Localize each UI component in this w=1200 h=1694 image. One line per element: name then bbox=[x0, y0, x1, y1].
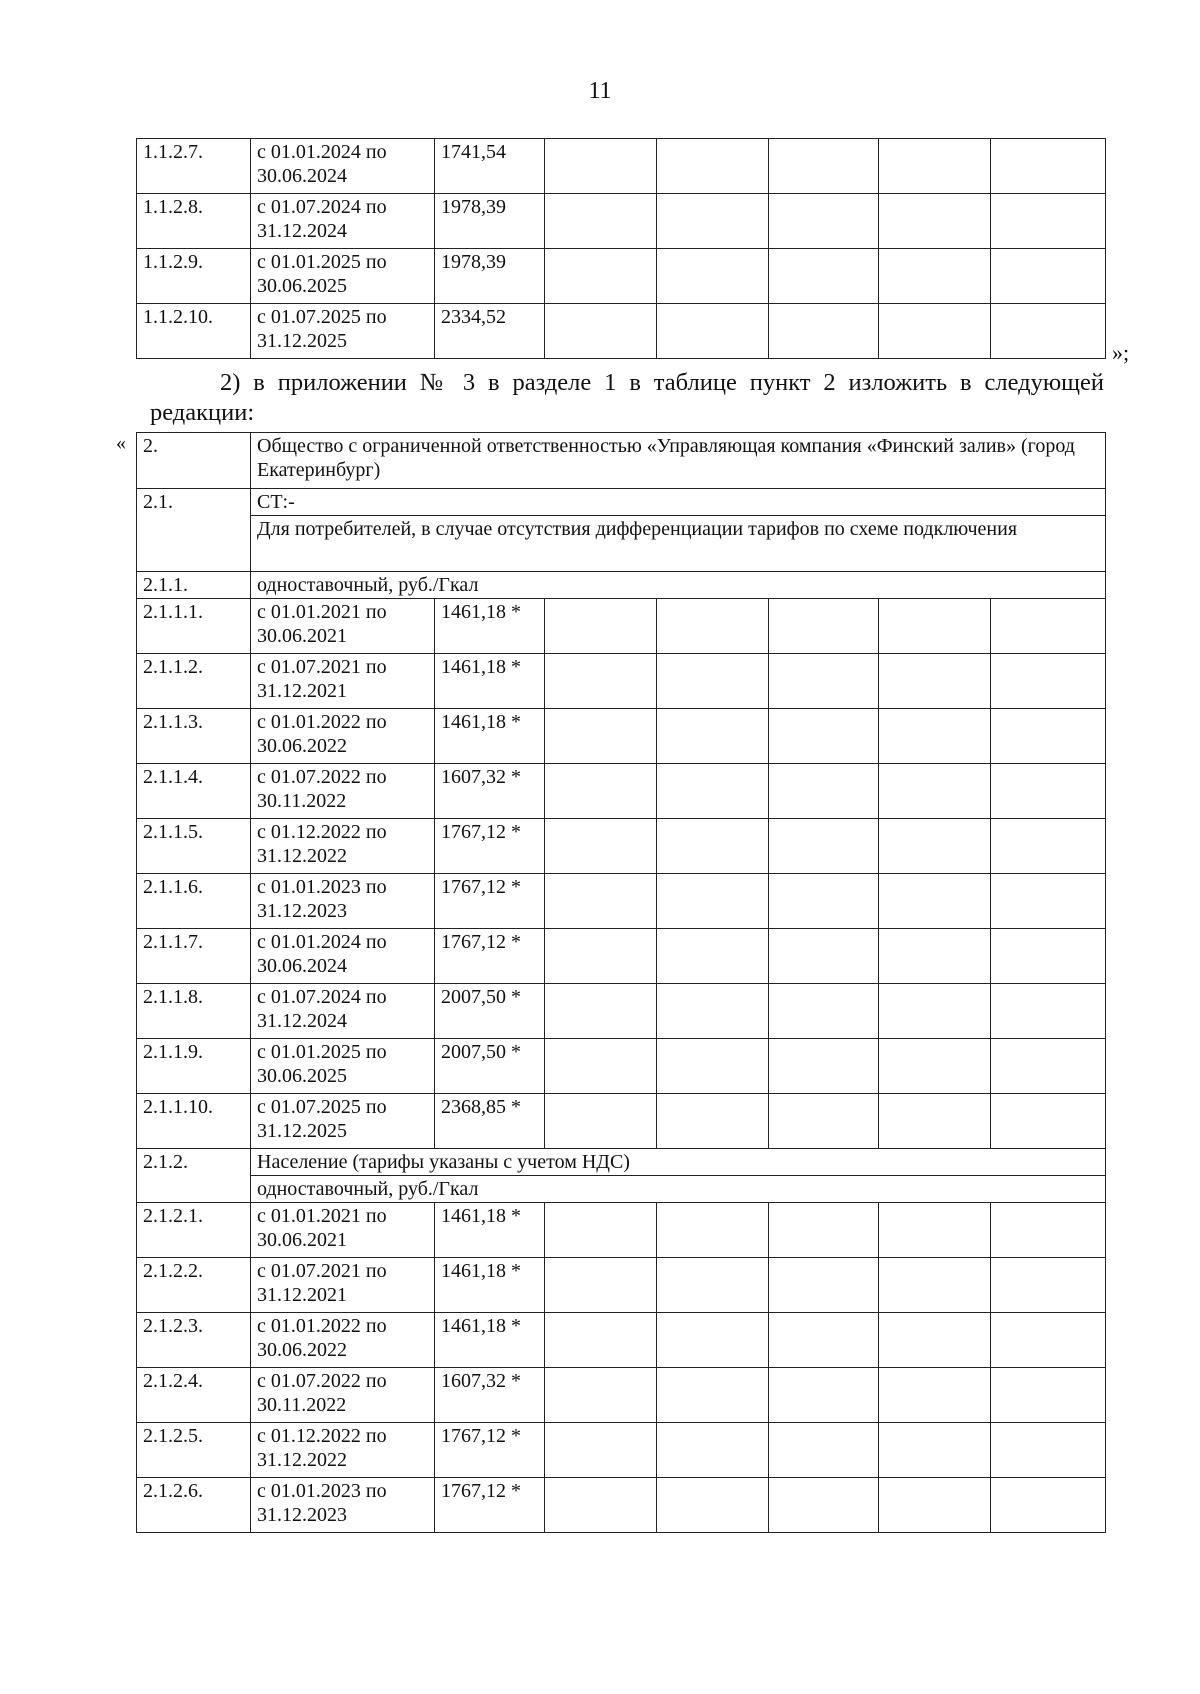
empty-cell bbox=[545, 1258, 657, 1313]
empty-cell bbox=[657, 599, 769, 654]
empty-cell bbox=[545, 984, 657, 1039]
empty-cell bbox=[879, 654, 991, 709]
tariff-table-main bbox=[136, 432, 1106, 1533]
tariff-value: 1607,32 * bbox=[435, 764, 545, 819]
row-number: 1.1.2.10. bbox=[137, 304, 251, 359]
tariff-table-top bbox=[136, 138, 1106, 359]
row-number: 2.1.2.6. bbox=[137, 1478, 251, 1533]
period-cell: с 01.12.2022 по 31.12.2022 bbox=[251, 1423, 435, 1478]
tariff-value: 1767,12 * bbox=[435, 1423, 545, 1478]
empty-cell bbox=[991, 1094, 1106, 1149]
row-number: 1.1.2.9. bbox=[137, 249, 251, 304]
empty-cell bbox=[545, 1423, 657, 1478]
empty-cell bbox=[657, 249, 769, 304]
period-cell: с 01.01.2025 по 30.06.2025 bbox=[251, 1039, 435, 1094]
empty-cell bbox=[769, 1258, 879, 1313]
empty-cell bbox=[991, 194, 1106, 249]
empty-cell bbox=[991, 1478, 1106, 1533]
period-cell: с 01.01.2023 по 31.12.2023 bbox=[251, 1478, 435, 1533]
tariff-value: 1767,12 * bbox=[435, 819, 545, 874]
empty-cell bbox=[879, 1478, 991, 1533]
empty-cell bbox=[545, 764, 657, 819]
empty-cell bbox=[769, 599, 879, 654]
empty-cell bbox=[545, 249, 657, 304]
subsection-title: Население (тарифы указаны с учетом НДС) bbox=[251, 1149, 1106, 1176]
tariff-row bbox=[137, 1039, 1106, 1094]
row-number: 2.1.1.2. bbox=[137, 654, 251, 709]
empty-cell bbox=[769, 709, 879, 764]
empty-cell bbox=[991, 654, 1106, 709]
tariff-value: 1978,39 bbox=[435, 194, 545, 249]
period-cell: с 01.01.2024 по 30.06.2024 bbox=[251, 929, 435, 984]
tariff-value: 1461,18 * bbox=[435, 599, 545, 654]
empty-cell bbox=[545, 599, 657, 654]
empty-cell bbox=[879, 1203, 991, 1258]
tariff-row bbox=[137, 1313, 1106, 1368]
tariff-value: 2334,52 bbox=[435, 304, 545, 359]
empty-cell bbox=[991, 819, 1106, 874]
row-number: 2.1.1.8. bbox=[137, 984, 251, 1039]
tariff-row bbox=[137, 929, 1106, 984]
tariff-value: 1461,18 * bbox=[435, 654, 545, 709]
subsection-row bbox=[137, 1149, 1106, 1176]
tariff-value: 1461,18 * bbox=[435, 709, 545, 764]
row-number: 2. bbox=[137, 433, 251, 489]
tariff-value: 2368,85 * bbox=[435, 1094, 545, 1149]
empty-cell bbox=[545, 874, 657, 929]
tariff-value: 1767,12 * bbox=[435, 1478, 545, 1533]
empty-cell bbox=[879, 304, 991, 359]
period-cell: с 01.01.2024 по 30.06.2024 bbox=[251, 139, 435, 194]
tariff-value: 2007,50 * bbox=[435, 984, 545, 1039]
empty-cell bbox=[879, 984, 991, 1039]
empty-cell bbox=[545, 929, 657, 984]
empty-cell bbox=[545, 709, 657, 764]
tariff-value: 1461,18 * bbox=[435, 1258, 545, 1313]
tariff-value: 1741,54 bbox=[435, 139, 545, 194]
empty-cell bbox=[879, 249, 991, 304]
empty-cell bbox=[657, 764, 769, 819]
row-number: 2.1.1.7. bbox=[137, 929, 251, 984]
row-number: 2.1.1.1. bbox=[137, 599, 251, 654]
period-cell: с 01.01.2025 по 30.06.2025 bbox=[251, 249, 435, 304]
empty-cell bbox=[991, 1258, 1106, 1313]
period-cell: с 01.07.2022 по 30.11.2022 bbox=[251, 1368, 435, 1423]
empty-cell bbox=[769, 1423, 879, 1478]
empty-cell bbox=[545, 304, 657, 359]
section-title: СТ:- bbox=[251, 489, 1106, 516]
empty-cell bbox=[991, 249, 1106, 304]
period-cell: с 01.07.2021 по 31.12.2021 bbox=[251, 1258, 435, 1313]
empty-cell bbox=[769, 139, 879, 194]
empty-cell bbox=[769, 819, 879, 874]
period-cell: с 01.07.2022 по 30.11.2022 bbox=[251, 764, 435, 819]
org-name: Общество с ограниченной ответственностью «Управляющая компания «Финский залив» (город Екатеринбург) bbox=[251, 433, 1106, 489]
empty-cell bbox=[879, 1368, 991, 1423]
tariff-row bbox=[137, 194, 1106, 249]
tariff-row bbox=[137, 764, 1106, 819]
amendment-paragraph: 2) в приложении № 3 в разделе 1 в таблице пункт 2 изложить в следующей редакции: bbox=[150, 369, 1104, 426]
tariff-row bbox=[137, 819, 1106, 874]
tariff-row bbox=[137, 1094, 1106, 1149]
period-cell: с 01.07.2024 по 31.12.2024 bbox=[251, 984, 435, 1039]
empty-cell bbox=[879, 819, 991, 874]
empty-cell bbox=[769, 654, 879, 709]
row-number: 2.1.1.9. bbox=[137, 1039, 251, 1094]
subsection-title: одноставочный, руб./Гкал bbox=[251, 572, 1106, 599]
empty-cell bbox=[879, 1094, 991, 1149]
section-row bbox=[137, 489, 1106, 516]
period-cell: с 01.01.2022 по 30.06.2022 bbox=[251, 709, 435, 764]
tariff-value: 1978,39 bbox=[435, 249, 545, 304]
tariff-row bbox=[137, 1258, 1106, 1313]
tariff-value: 2007,50 * bbox=[435, 1039, 545, 1094]
empty-cell bbox=[657, 654, 769, 709]
empty-cell bbox=[991, 1368, 1106, 1423]
row-number: 2.1.1.10. bbox=[137, 1094, 251, 1149]
period-cell: с 01.01.2022 по 30.06.2022 bbox=[251, 1313, 435, 1368]
empty-cell bbox=[879, 709, 991, 764]
row-number: 2.1. bbox=[137, 489, 251, 572]
tariff-row bbox=[137, 304, 1106, 359]
page-number: 11 bbox=[588, 78, 612, 104]
tariff-row bbox=[137, 1423, 1106, 1478]
tariff-row bbox=[137, 984, 1106, 1039]
row-number: 2.1.2.1. bbox=[137, 1203, 251, 1258]
empty-cell bbox=[657, 984, 769, 1039]
opening-quote: « bbox=[116, 432, 126, 454]
empty-cell bbox=[657, 819, 769, 874]
tariff-row bbox=[137, 874, 1106, 929]
row-number: 2.1.1.5. bbox=[137, 819, 251, 874]
empty-cell bbox=[657, 1258, 769, 1313]
empty-cell bbox=[657, 194, 769, 249]
empty-cell bbox=[769, 249, 879, 304]
tariff-value: 1767,12 * bbox=[435, 874, 545, 929]
empty-cell bbox=[545, 1478, 657, 1533]
empty-cell bbox=[879, 1258, 991, 1313]
empty-cell bbox=[545, 819, 657, 874]
empty-cell bbox=[991, 929, 1106, 984]
tariff-value: 1607,32 * bbox=[435, 1368, 545, 1423]
empty-cell bbox=[769, 764, 879, 819]
empty-cell bbox=[657, 929, 769, 984]
empty-cell bbox=[545, 1039, 657, 1094]
empty-cell bbox=[545, 1094, 657, 1149]
period-cell: с 01.07.2024 по 31.12.2024 bbox=[251, 194, 435, 249]
row-number: 2.1.2.4. bbox=[137, 1368, 251, 1423]
tariff-row bbox=[137, 1203, 1106, 1258]
empty-cell bbox=[769, 874, 879, 929]
tariff-row bbox=[137, 599, 1106, 654]
empty-cell bbox=[657, 1094, 769, 1149]
period-cell: с 01.01.2023 по 31.12.2023 bbox=[251, 874, 435, 929]
empty-cell bbox=[657, 874, 769, 929]
empty-cell bbox=[991, 984, 1106, 1039]
empty-cell bbox=[991, 1039, 1106, 1094]
empty-cell bbox=[769, 984, 879, 1039]
row-number: 2.1.1. bbox=[137, 572, 251, 599]
tariff-row bbox=[137, 139, 1106, 194]
tariff-value: 1767,12 * bbox=[435, 929, 545, 984]
row-number: 2.1.2. bbox=[137, 1149, 251, 1203]
empty-cell bbox=[769, 1313, 879, 1368]
empty-cell bbox=[769, 1094, 879, 1149]
empty-cell bbox=[879, 1313, 991, 1368]
empty-cell bbox=[879, 139, 991, 194]
empty-cell bbox=[545, 1313, 657, 1368]
org-row bbox=[137, 433, 1106, 489]
consumer-note-row bbox=[137, 516, 1106, 572]
rate-title: одноставочный, руб./Гкал bbox=[251, 1176, 1106, 1203]
period-cell: с 01.01.2021 по 30.06.2021 bbox=[251, 1203, 435, 1258]
empty-cell bbox=[991, 139, 1106, 194]
row-number: 2.1.2.5. bbox=[137, 1423, 251, 1478]
empty-cell bbox=[657, 139, 769, 194]
empty-cell bbox=[657, 1368, 769, 1423]
row-number: 1.1.2.8. bbox=[137, 194, 251, 249]
row-number: 2.1.1.4. bbox=[137, 764, 251, 819]
empty-cell bbox=[879, 764, 991, 819]
empty-cell bbox=[769, 1368, 879, 1423]
empty-cell bbox=[991, 599, 1106, 654]
period-cell: с 01.12.2022 по 31.12.2022 bbox=[251, 819, 435, 874]
empty-cell bbox=[879, 599, 991, 654]
tariff-row bbox=[137, 1368, 1106, 1423]
period-cell: с 01.07.2025 по 31.12.2025 bbox=[251, 304, 435, 359]
consumer-note: Для потребителей, в случае отсутствия дифференциации тарифов по схеме подключения bbox=[251, 516, 1106, 572]
empty-cell bbox=[545, 194, 657, 249]
tariff-row bbox=[137, 654, 1106, 709]
empty-cell bbox=[879, 194, 991, 249]
rate-row bbox=[137, 1176, 1106, 1203]
tariff-row bbox=[137, 1478, 1106, 1533]
empty-cell bbox=[657, 1313, 769, 1368]
empty-cell bbox=[657, 709, 769, 764]
row-number: 2.1.2.3. bbox=[137, 1313, 251, 1368]
empty-cell bbox=[879, 874, 991, 929]
tariff-row bbox=[137, 249, 1106, 304]
empty-cell bbox=[657, 1203, 769, 1258]
empty-cell bbox=[991, 1203, 1106, 1258]
empty-cell bbox=[769, 1478, 879, 1533]
row-number: 2.1.1.6. bbox=[137, 874, 251, 929]
empty-cell bbox=[657, 1423, 769, 1478]
empty-cell bbox=[545, 1368, 657, 1423]
empty-cell bbox=[769, 929, 879, 984]
empty-cell bbox=[991, 1423, 1106, 1478]
empty-cell bbox=[879, 1423, 991, 1478]
empty-cell bbox=[769, 1203, 879, 1258]
empty-cell bbox=[657, 1039, 769, 1094]
empty-cell bbox=[657, 304, 769, 359]
period-cell: с 01.01.2021 по 30.06.2021 bbox=[251, 599, 435, 654]
empty-cell bbox=[991, 304, 1106, 359]
empty-cell bbox=[657, 1478, 769, 1533]
empty-cell bbox=[991, 874, 1106, 929]
empty-cell bbox=[991, 764, 1106, 819]
empty-cell bbox=[991, 709, 1106, 764]
empty-cell bbox=[769, 304, 879, 359]
empty-cell bbox=[545, 139, 657, 194]
period-cell: с 01.07.2025 по 31.12.2025 bbox=[251, 1094, 435, 1149]
closing-quote: »; bbox=[1112, 340, 1130, 365]
empty-cell bbox=[769, 194, 879, 249]
empty-cell bbox=[545, 654, 657, 709]
row-number: 2.1.2.2. bbox=[137, 1258, 251, 1313]
empty-cell bbox=[545, 1203, 657, 1258]
row-number: 2.1.1.3. bbox=[137, 709, 251, 764]
empty-cell bbox=[991, 1313, 1106, 1368]
tariff-value: 1461,18 * bbox=[435, 1203, 545, 1258]
period-cell: с 01.07.2021 по 31.12.2021 bbox=[251, 654, 435, 709]
empty-cell bbox=[879, 1039, 991, 1094]
tariff-row bbox=[137, 709, 1106, 764]
subsection-row bbox=[137, 572, 1106, 599]
tariff-value: 1461,18 * bbox=[435, 1313, 545, 1368]
empty-cell bbox=[769, 1039, 879, 1094]
row-number: 1.1.2.7. bbox=[137, 139, 251, 194]
empty-cell bbox=[879, 929, 991, 984]
